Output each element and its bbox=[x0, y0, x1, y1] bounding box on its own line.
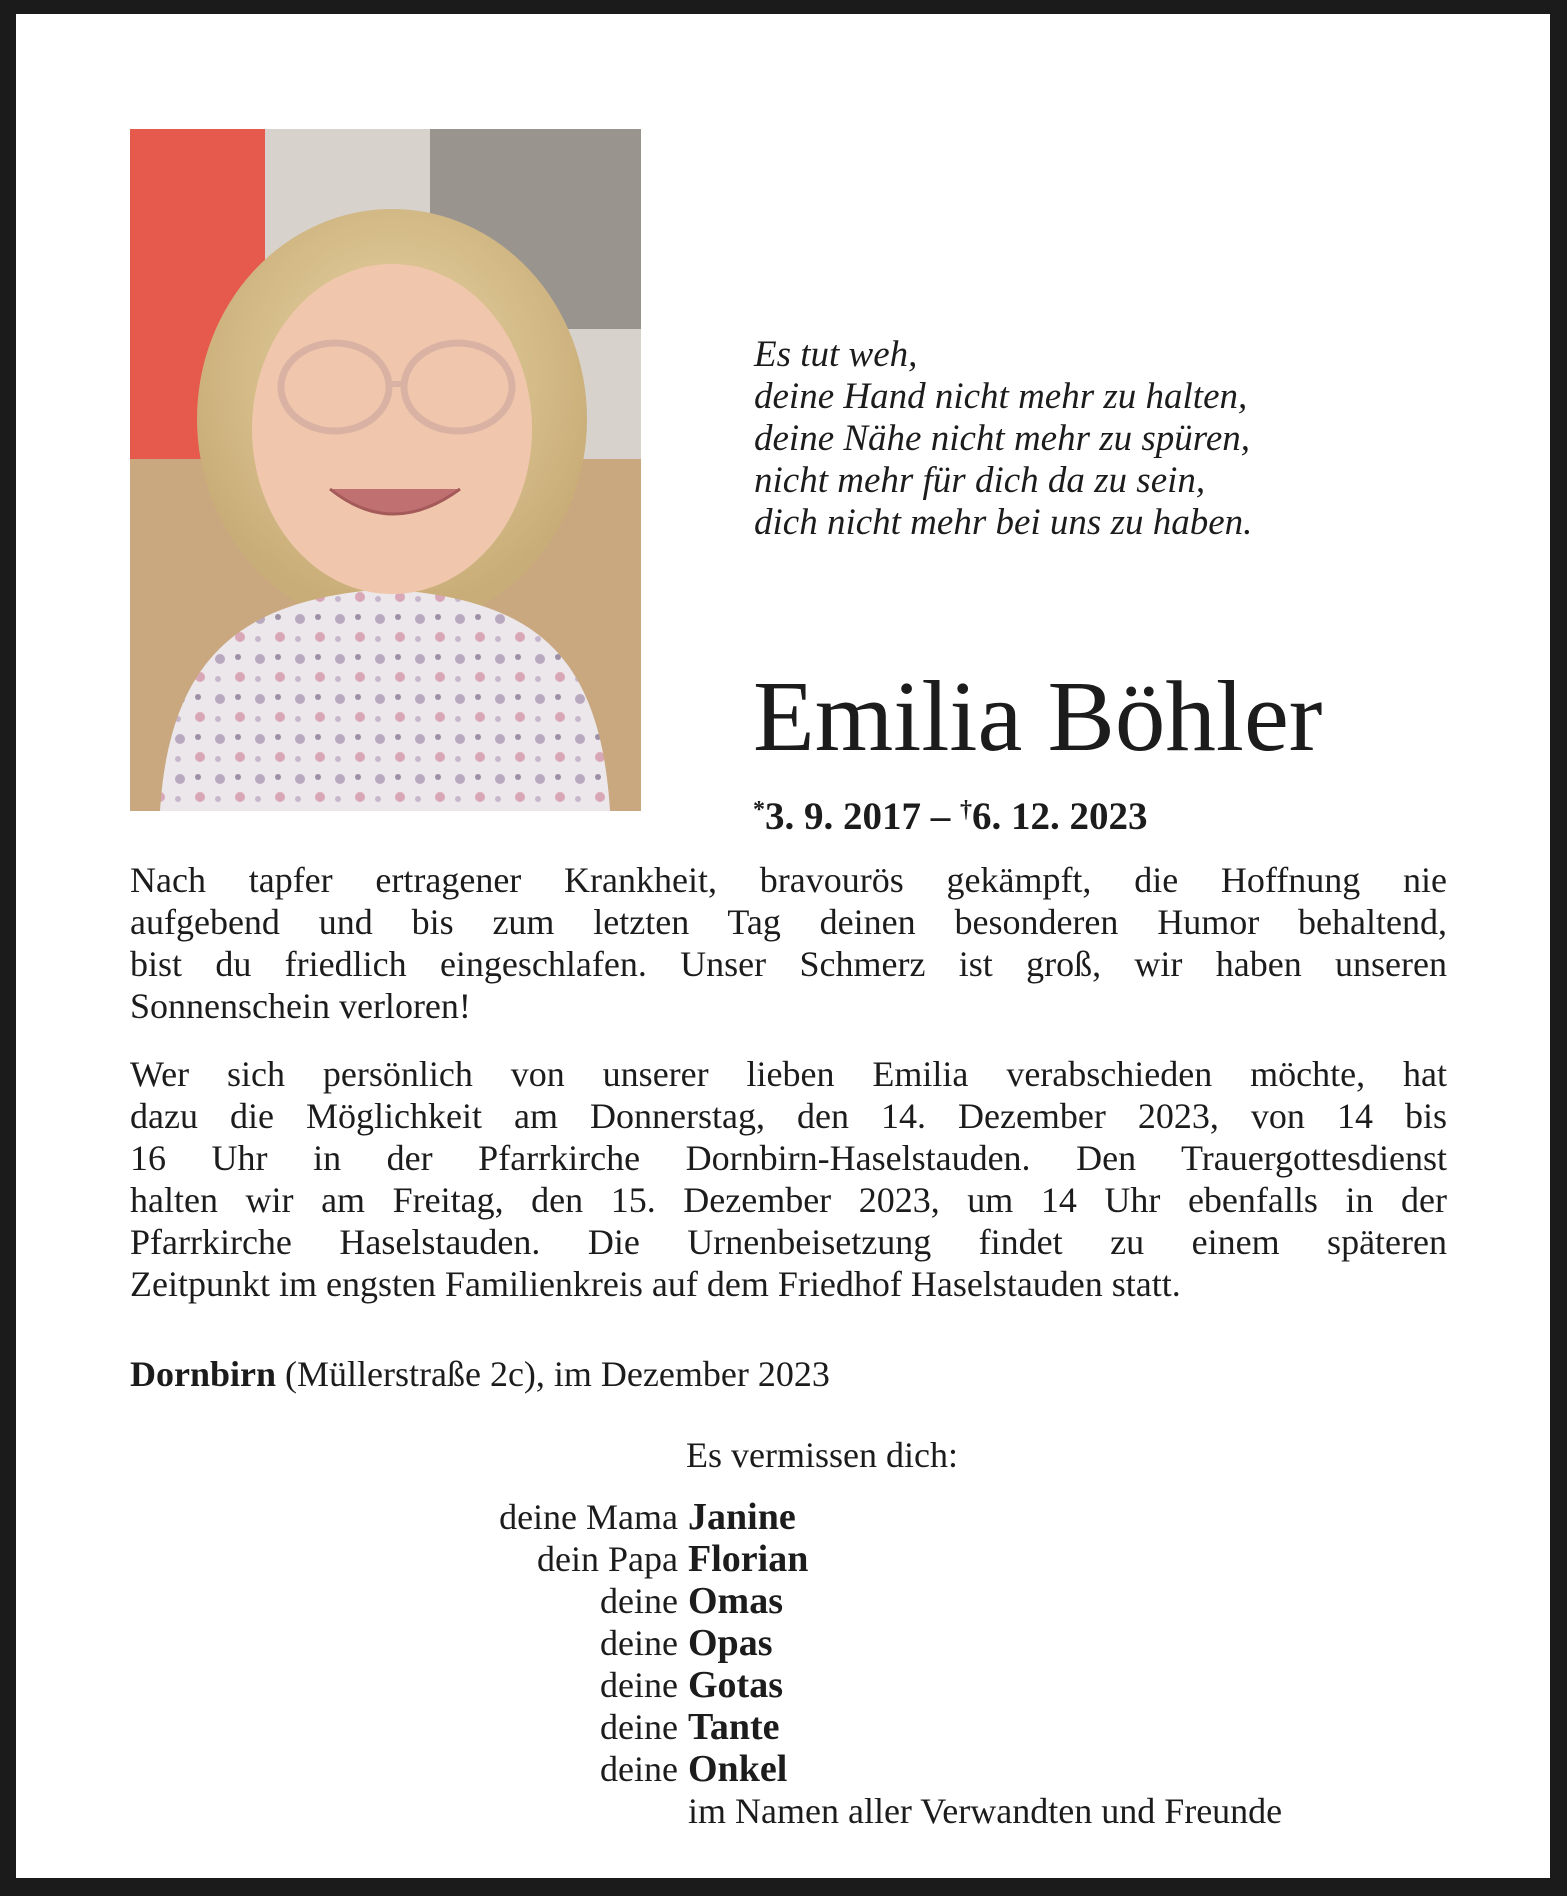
place-and-date bbox=[130, 1353, 830, 1395]
mourner-row bbox=[316, 1706, 1416, 1748]
mourner-row bbox=[316, 1622, 1416, 1664]
mourner-row bbox=[316, 1748, 1416, 1790]
paragraph-line: aufgebend und bis zum letzten Tag deinen besonderen Humor behaltend, bbox=[130, 902, 1447, 942]
birth-symbol: * bbox=[753, 797, 765, 823]
mourners-heading: Es vermissen dich: bbox=[686, 1435, 958, 1475]
deceased-name: Emilia Böhler bbox=[753, 660, 1323, 772]
paragraph-line: Sonnenschein verloren! bbox=[130, 986, 471, 1026]
death-symbol: † bbox=[960, 797, 972, 823]
date-separator: – bbox=[930, 795, 951, 838]
paragraph-farewell bbox=[130, 859, 1447, 1027]
mourner-name: Omas bbox=[688, 1580, 783, 1622]
mourner-row bbox=[316, 1664, 1416, 1706]
mourner-row bbox=[316, 1580, 1416, 1622]
poem-line: deine Nähe nicht mehr zu spüren, bbox=[754, 418, 1250, 459]
mourner-relation: deine Mama bbox=[499, 1497, 678, 1537]
mourner-name: Florian bbox=[688, 1538, 809, 1580]
paragraph-line: 16 Uhr in der Pfarrkirche Dornbirn-Haselstauden. Den Trauergottesdienst bbox=[130, 1138, 1447, 1178]
place-address-date: (Müllerstraße 2c), im Dezember 2023 bbox=[276, 1354, 830, 1394]
mourner-relation: dein Papa bbox=[537, 1539, 678, 1579]
paragraph-line: Wer sich persönlich von unserer lieben Emilia verabschieden möchte, hat bbox=[130, 1054, 1447, 1094]
obituary-page bbox=[16, 14, 1550, 1878]
paragraph-line: halten wir am Freitag, den 15. Dezember 2023, um 14 Uhr ebenfalls in der bbox=[130, 1180, 1447, 1220]
mourner-row bbox=[316, 1538, 1416, 1580]
mourner-relation: deine bbox=[600, 1665, 678, 1705]
mourner-relation: deine bbox=[600, 1749, 678, 1789]
paragraph-line: Zeitpunkt im engsten Familienkreis auf dem Friedhof Haselstauden statt. bbox=[130, 1264, 1181, 1304]
mourner-name: Janine bbox=[688, 1496, 796, 1538]
birth-date: 3. 9. 2017 bbox=[765, 795, 921, 838]
mourner-name: Onkel bbox=[688, 1748, 788, 1790]
poem-line: Es tut weh, bbox=[754, 334, 918, 375]
poem-line: nicht mehr für dich da zu sein, bbox=[754, 460, 1206, 501]
mourners-list bbox=[316, 1496, 1416, 1832]
paragraph-line: Pfarrkirche Haselstauden. Die Urnenbeisetzung findet zu einem späteren bbox=[130, 1222, 1447, 1262]
life-dates bbox=[753, 787, 1148, 840]
poem-line: dich nicht mehr bei uns zu haben. bbox=[754, 502, 1253, 543]
place-city: Dornbirn bbox=[130, 1354, 277, 1394]
closing-line: im Namen aller Verwandten und Freunde bbox=[688, 1791, 1283, 1831]
mourner-name: Tante bbox=[688, 1706, 780, 1748]
portrait-photo bbox=[130, 129, 641, 811]
mourner-relation: deine bbox=[600, 1581, 678, 1621]
mourner-relation: deine bbox=[600, 1707, 678, 1747]
poem-line: deine Hand nicht mehr zu halten, bbox=[754, 376, 1248, 417]
paragraph-line: dazu die Möglichkeit am Donnerstag, den 14. Dezember 2023, von 14 bis bbox=[130, 1096, 1447, 1136]
mourner-row bbox=[316, 1496, 1416, 1538]
mourner-name: Gotas bbox=[688, 1664, 783, 1706]
paragraph-line: Nach tapfer ertragener Krankheit, bravourös gekämpft, die Hoffnung nie bbox=[130, 860, 1447, 900]
death-date: 6. 12. 2023 bbox=[972, 795, 1148, 838]
mourner-name: Opas bbox=[688, 1622, 773, 1664]
paragraph-line: bist du friedlich eingeschlafen. Unser Schmerz ist groß, wir haben unseren bbox=[130, 944, 1447, 984]
paragraph-funeral-info bbox=[130, 1053, 1447, 1305]
mourner-relation: deine bbox=[600, 1623, 678, 1663]
memorial-poem bbox=[754, 334, 1252, 544]
